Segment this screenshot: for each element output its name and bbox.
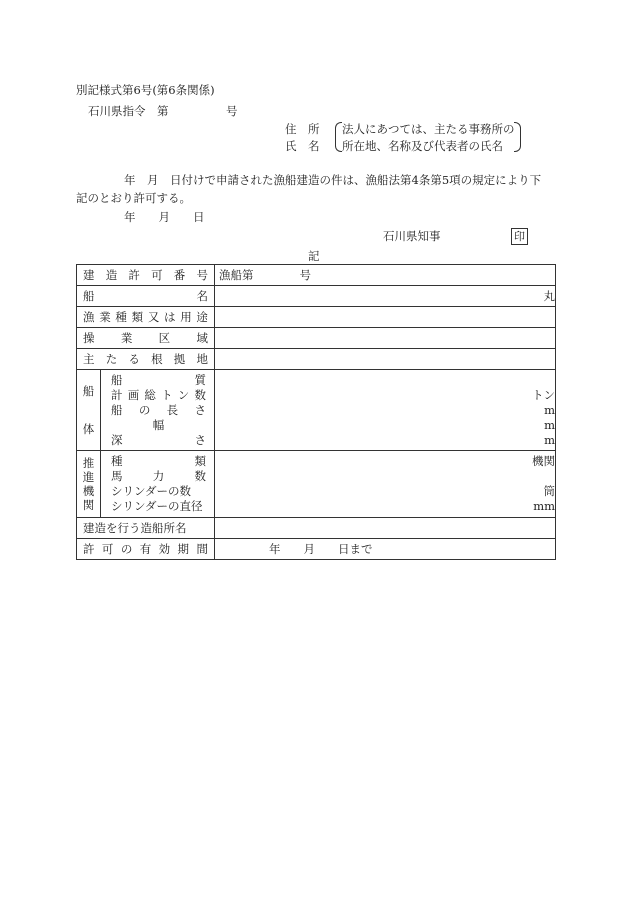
- validity-cell: [215, 539, 556, 560]
- ship-name-label: 船 名: [77, 286, 215, 307]
- left-bracket: [335, 122, 342, 152]
- label-text: 建 造 許 可 番 号: [83, 268, 208, 282]
- validity-label: 許 可 の 有 効 期 間: [77, 539, 215, 560]
- shipyard-label: 建造を行う造船所名: [77, 518, 215, 539]
- cylinder-diameter-label: シリンダーの直径: [111, 499, 203, 513]
- engine-unit: mm: [533, 499, 555, 513]
- home-port-label: 主 た る 根 拠 地: [77, 349, 215, 370]
- body-text-line2: 記のとおり許可する。: [76, 191, 191, 205]
- hull-unit: [215, 373, 555, 388]
- hull-unit: m: [544, 402, 555, 417]
- issuer-title: 石川県知事: [383, 229, 441, 243]
- directive-number: 石川県指令 第 号: [88, 104, 238, 118]
- table-row: [77, 451, 556, 518]
- operation-area-label: 操 業 区 域: [77, 328, 215, 349]
- applicant-note-line2: 所在地、名称及び代表者の氏名: [342, 139, 503, 153]
- form-number: 別記様式第6号(第6条関係): [76, 83, 215, 97]
- engine-unit: [215, 469, 555, 484]
- body-text-line1: 年 月 日付けで申請された漁船建造の件は、漁船法第4条第5項の規定により下: [124, 173, 542, 187]
- table-row: [77, 518, 556, 539]
- permit-suffix: 号: [299, 268, 311, 282]
- hull-unit: トン: [532, 387, 555, 402]
- hull-unit: m: [544, 432, 555, 447]
- engine-group-label: 推 進 機 関: [77, 451, 101, 518]
- engine-values: [215, 451, 556, 518]
- permit-prefix: 漁船第: [219, 268, 254, 282]
- engine-unit: 筒: [543, 484, 555, 498]
- table-row: [77, 286, 556, 307]
- hull-unit: m: [544, 417, 555, 432]
- ki-heading: 記: [308, 249, 320, 263]
- table-row: [77, 349, 556, 370]
- hull-labels: 船 質 計 画 総 ト ン 数 船 の 長 さ 幅 深 さ: [101, 370, 215, 451]
- seal-mark: 印: [511, 228, 528, 245]
- applicant-note-line1: 法人にあつては、主たる事務所の: [342, 122, 515, 136]
- engine-labels: 種 類 馬 力 数 シリンダーの数 シリンダーの直径: [101, 451, 215, 518]
- permit-detail-table: [76, 264, 556, 560]
- fishery-type-label: 漁 業 種 類 又 は 用 途: [77, 307, 215, 328]
- address-label: 住 所: [285, 122, 320, 136]
- permit-number-cell: [215, 265, 556, 286]
- hull-values: [215, 370, 556, 451]
- issue-date: 年 月 日: [124, 210, 205, 224]
- engine-unit: 機関: [532, 454, 555, 468]
- home-port-cell: [215, 349, 556, 370]
- table-row: [77, 370, 556, 451]
- table-row: [77, 265, 556, 286]
- table-row: [77, 328, 556, 349]
- table-row: [77, 307, 556, 328]
- operation-area-cell: [215, 328, 556, 349]
- table-row: [77, 539, 556, 560]
- right-bracket: [514, 122, 521, 152]
- name-label: 氏 名: [285, 139, 320, 153]
- cylinder-count-label: シリンダーの数: [111, 484, 192, 498]
- hull-group-label: 船 体: [77, 370, 101, 451]
- validity-value: 年 月 日まで: [269, 542, 373, 556]
- ship-name-cell: [215, 286, 556, 307]
- ship-name-unit: 丸: [543, 289, 555, 303]
- fishery-type-cell: [215, 307, 556, 328]
- permit-number-label: [77, 265, 215, 286]
- shipyard-cell: [215, 518, 556, 539]
